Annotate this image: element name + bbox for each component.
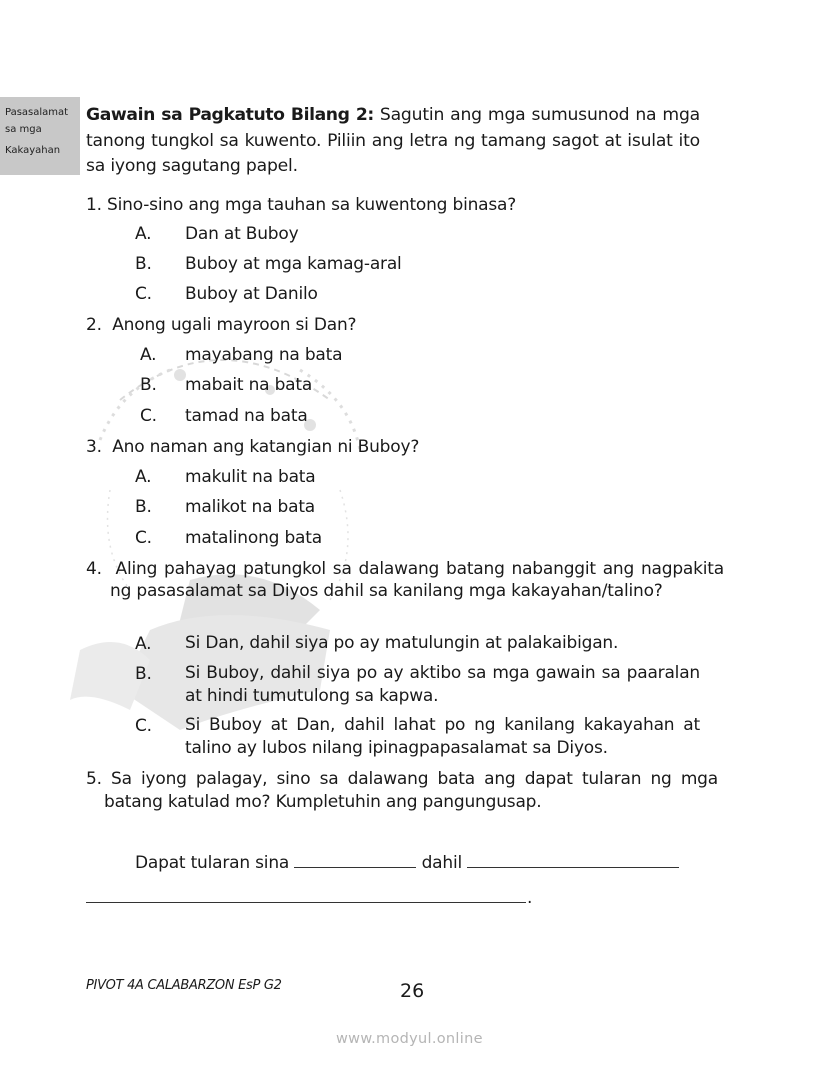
question-number: 5. <box>86 769 102 789</box>
option-letter: C. <box>140 406 157 426</box>
activity-title: Gawain sa Pagkatuto Bilang 2: <box>86 105 374 125</box>
question-text: Anong ugali mayroon si Dan? <box>112 315 357 335</box>
option-text: Si Buboy, dahil siya po ay aktibo sa mga gawain sa paaralan at hindi tumutulong sa kapwa. <box>185 663 700 706</box>
option-letter: B. <box>135 497 152 517</box>
question-number: 4. <box>86 559 102 579</box>
answer-blank-continuation[interactable] <box>86 902 526 903</box>
option-letter: C. <box>135 716 152 736</box>
topic-tag <box>0 97 80 175</box>
question-4 <box>86 559 724 602</box>
activity-directions: Sagutin ang mga sumusunod na mga tanong tungkol sa kuwento. Piliin ang letra ng tamang sagot at isulat ito sa iyong sagutang papel. <box>86 105 700 176</box>
question-text: Ano naman ang katangian ni Buboy? <box>112 437 420 457</box>
question-3 <box>86 436 700 458</box>
question-2 <box>86 314 700 336</box>
fill-in-prefix: Dapat tularan sina <box>135 853 290 873</box>
option-letter: A. <box>135 467 152 487</box>
page-number: 26 <box>400 980 425 1002</box>
option-letter: B. <box>135 664 152 684</box>
option-letter: A. <box>135 224 152 244</box>
option-letter: B. <box>140 375 157 395</box>
fill-in-period: . <box>527 888 533 908</box>
question-text: Sa iyong palagay, sino sa dalawang bata ang dapat tularan ng mga batang katulad mo? Kumpletuhin ang pangungusap. <box>104 769 718 812</box>
option-text: Si Dan, dahil siya po ay matulungin at palakaibigan. <box>185 633 619 653</box>
option-letter: C. <box>135 528 152 548</box>
option-text: matalinong bata <box>185 528 322 548</box>
option-letter: B. <box>135 254 152 274</box>
option-text: mayabang na bata <box>185 345 343 365</box>
option-letter: A. <box>135 634 152 654</box>
option-letter: A. <box>140 345 157 365</box>
answer-blank-names[interactable] <box>294 853 416 868</box>
option-text: tamad na bata <box>185 406 308 426</box>
question-number: 2. <box>86 315 102 335</box>
question-number: 1. <box>86 195 102 215</box>
topic-tag-line: sa mga <box>5 124 42 135</box>
website-watermark: www.modyul.online <box>336 1031 483 1047</box>
question-number: 3. <box>86 437 102 457</box>
option-text: Buboy at mga kamag-aral <box>185 254 402 274</box>
option-text: Buboy at Danilo <box>185 284 318 304</box>
fill-in-middle: dahil <box>421 853 462 873</box>
topic-tag-line: Pasasalamat <box>5 107 69 118</box>
fill-in-sentence <box>135 853 679 873</box>
question-5 <box>86 768 718 814</box>
option-letter: C. <box>135 284 152 304</box>
option-text: makulit na bata <box>185 467 316 487</box>
footer-module-label: PIVOT 4A CALABARZON EsP G2 <box>86 978 282 993</box>
topic-tag-line: Kakayahan <box>5 145 61 156</box>
option-text: mabait na bata <box>185 375 313 395</box>
question-text: Sino-sino ang mga tauhan sa kuwentong binasa? <box>107 195 517 215</box>
option-text: malikot na bata <box>185 497 316 517</box>
option-text: Dan at Buboy <box>185 224 299 244</box>
question-1 <box>86 194 700 216</box>
activity-instructions <box>86 103 700 180</box>
option-text: Si Buboy at Dan, dahil lahat po ng kanilang kakayahan at talino ay lubos nilang ipinagpapasalamat sa Diyos. <box>185 715 700 758</box>
question-text: Aling pahayag patungkol sa dalawang batang nabanggit ang nagpakita ng pasasalamat sa Diyos dahil sa kanilang mga kakayahan/talino? <box>110 559 724 601</box>
answer-blank-reason[interactable] <box>467 853 679 868</box>
